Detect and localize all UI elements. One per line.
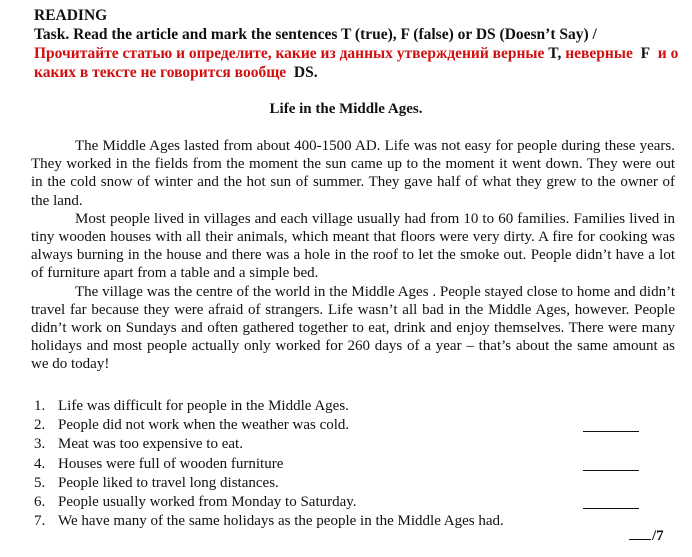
statement-number: 1. bbox=[34, 398, 46, 414]
mark-false: F bbox=[640, 45, 651, 62]
article-paragraph-1: The Middle Ages lasted from about 400-1500 AD. Life was not easy for people during these years. They worked in the fields from the moment the sun came up to the moment it went down. They were out in the cold snow of winter and the hot sun of summer. They gave half of what they grew to the owner of the land. bbox=[31, 138, 675, 209]
article-paragraph-3: The village was the centre of the world in the Middle Ages . People stayed close to home and didn’t travel far because they were afraid of strangers. Life wasn’t all bad in the Middle Ages, however. People didn’t work on Sundays and often gathered together to eat, drink and enjoy themselves. There were many holidays and most people actually only worked for 260 days of a year – that’s about the same amount as we do today! bbox=[31, 283, 675, 373]
statement-list bbox=[34, 397, 674, 531]
statement-text: Houses were full of wooden furniture bbox=[58, 455, 284, 472]
statement-item bbox=[34, 455, 674, 474]
task-russian-part-3: и о каких в тексте не говорится вообще bbox=[34, 45, 679, 81]
statement-text: Life was difficult for people in the Middle Ages. bbox=[58, 398, 349, 414]
task-instructions bbox=[34, 25, 684, 82]
statement-number: 5. bbox=[34, 474, 46, 491]
statement-text: People liked to travel long distances. bbox=[58, 474, 279, 491]
article-paragraph-2: Most people lived in villages and each village usually had from 10 to 60 families. Families lived in tiny wooden houses with all their animals, which meant that floors were very dirty. A fire for cooking was always burning in the house and there was a hole in the roof to let the smoke out. People didn’t have a lot of furniture apart from a table and a simple bed. bbox=[31, 210, 675, 282]
statement-item bbox=[34, 474, 674, 493]
task-english: Task. Read the article and mark the sentences T (true), F (false) or DS (Doesn’t Say) / bbox=[34, 26, 597, 43]
score-total bbox=[629, 527, 664, 546]
statement-item bbox=[34, 493, 674, 512]
answer-blank[interactable] bbox=[583, 431, 639, 432]
answer-blank[interactable] bbox=[583, 470, 639, 471]
mark-doesnt-say: DS. bbox=[293, 64, 318, 81]
task-russian-part-1: Прочитайте статью и определите, какие из данных утверждений верные bbox=[34, 45, 545, 62]
statement-item bbox=[34, 397, 674, 416]
statement-number: 2. bbox=[34, 417, 46, 434]
section-heading: READING bbox=[34, 7, 108, 24]
statement-text: Meat was too expensive to eat. bbox=[58, 436, 243, 453]
statement-number: 6. bbox=[34, 494, 46, 511]
answer-blank[interactable] bbox=[583, 508, 639, 509]
statement-item bbox=[34, 416, 674, 435]
statement-item bbox=[34, 512, 674, 531]
score-blank[interactable] bbox=[629, 539, 651, 540]
article-title: Life in the Middle Ages. bbox=[269, 101, 423, 117]
task-russian-part-2: неверные bbox=[565, 45, 633, 62]
article-body bbox=[31, 137, 675, 374]
mark-true: T, bbox=[548, 45, 562, 62]
statement-number: 7. bbox=[34, 513, 46, 530]
statement-number: 3. bbox=[34, 436, 46, 453]
statement-item bbox=[34, 435, 674, 454]
statement-text: We have many of the same holidays as the people in the Middle Ages had. bbox=[58, 513, 504, 530]
score-total-label: /7 bbox=[652, 528, 664, 544]
statement-text: People did not work when the weather was cold. bbox=[58, 417, 350, 434]
statement-text: People usually worked from Monday to Saturday. bbox=[58, 494, 357, 511]
statement-number: 4. bbox=[34, 455, 46, 472]
